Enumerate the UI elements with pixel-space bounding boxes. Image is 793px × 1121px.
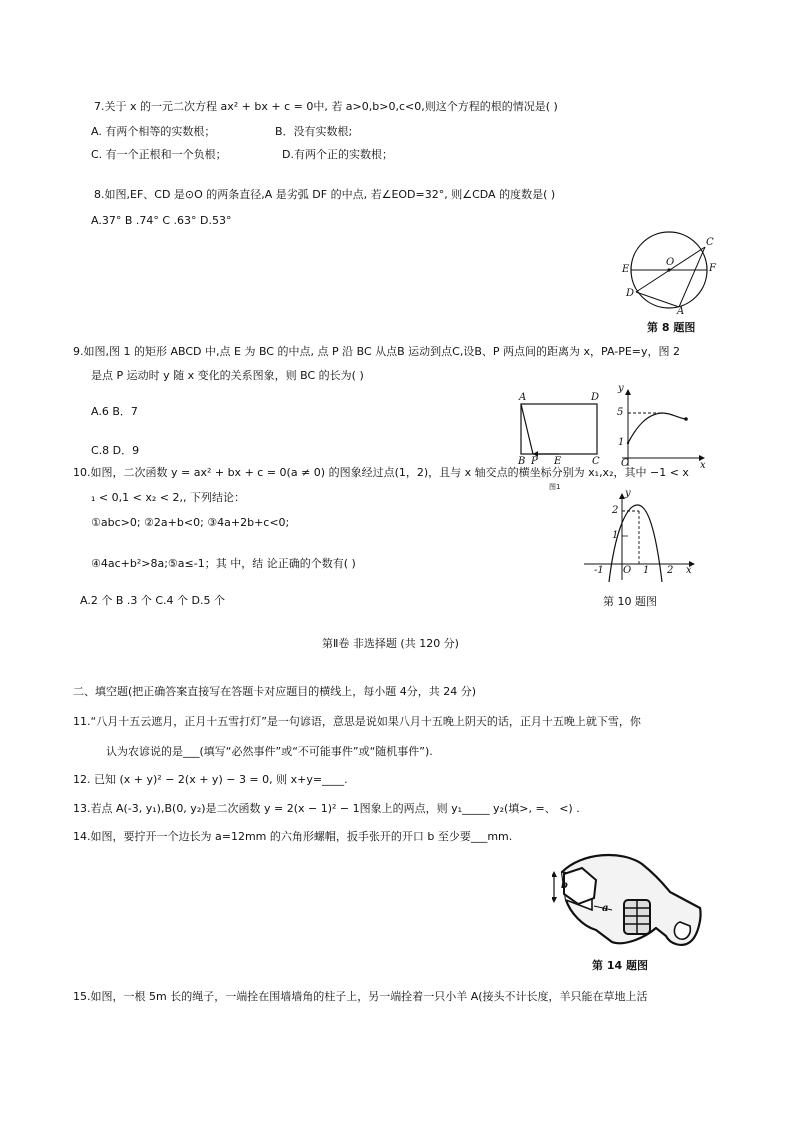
- q10-options: A.2 个 B .3 个 C.4 个 D.5 个: [80, 594, 225, 607]
- q7-option-c: C. 有一个正根和一个负根；: [91, 148, 227, 161]
- q7-option-b: B．没有实数根;: [275, 125, 353, 138]
- label-a: a: [602, 903, 609, 914]
- fig-label-m1: -1: [594, 565, 604, 576]
- fig-label-1: 1: [612, 530, 619, 541]
- fig-label-o: O: [623, 565, 632, 576]
- q8-options: A.37° B .74° C .63° D.53°: [91, 214, 232, 227]
- q9-options-ab: A.6 B．7: [91, 405, 138, 418]
- q14-figure: [552, 852, 702, 952]
- section-title: 第Ⅱ卷 非选择题 (共 120 分): [322, 637, 459, 650]
- q10-figure: [582, 488, 697, 582]
- q9-line1: 9.如图,图 1 的矩形 ABCD 中,点 E 为 BC 的中点, 点 P 沿 BC 从点B 运动到点C,设B、P 两点间的距离为 x，PA-PE=y，图 2: [73, 345, 681, 358]
- q8-stem: 8.如图,EF、CD 是⊙O 的两条直径,A 是劣弧 DF 的中点, 若∠EOD=32°, 则∠CDA 的度数是( ): [94, 188, 556, 201]
- label-e: E: [622, 264, 630, 275]
- fig1-label-c: C: [592, 456, 600, 467]
- q10-line1: 10.如图，二次函数 y = ax² + bx + c = 0(a ≠ 0) 的图象经过点(1，2)，且与 x 轴交点的横坐标分别为 x₁,x₂，其中 −1 < x: [73, 466, 689, 479]
- chord-da: [636, 292, 679, 307]
- segment-pa: [521, 404, 533, 454]
- fig2-label-1: 1: [618, 437, 625, 448]
- q10-line3: ①abc>0; ②2a+b<0; ③4a+2b+c<0;: [91, 516, 290, 529]
- fig-label-p1: 1: [643, 565, 650, 576]
- fig2-label-o: O: [621, 458, 630, 469]
- q10-line2: ₁ < 0,1 < x₂ < 2,, 下列结论：: [91, 491, 245, 504]
- q11-line2: 认为农谚说的是___(填写“必然事件”或“不可能事件”或“随机事件”).: [106, 745, 433, 758]
- q8-caption: 第 8 题图: [647, 321, 696, 334]
- fig1-label-e: E: [554, 456, 562, 467]
- q9-figure1: [514, 392, 609, 491]
- q13: 13.若点 A(-3, y₁),B(0, y₂)是二次函数 y = 2(x − 1)² − 1图象上的两点，则 y₁_____ y₂(填>, =、 <) .: [73, 802, 580, 815]
- q14-caption: 第 14 题图: [592, 959, 648, 972]
- fig-label-p2: 2: [667, 565, 674, 576]
- q10-caption: 第 10 题图: [603, 595, 657, 608]
- q9-options-cd: C.8 D．9: [91, 444, 140, 457]
- q15: 15.如图，一根 5m 长的绳子，一端拴在围墙墙角的柱子上，另一端拴着一只小羊 A(接头不计长度，羊只能在草地上活: [73, 990, 648, 1003]
- fig1-label-d: D: [591, 392, 600, 403]
- q8-figure: [620, 230, 720, 320]
- label-o: O: [666, 257, 675, 268]
- rectangle-abcd: [521, 404, 597, 454]
- label-d: D: [626, 288, 635, 299]
- q7-option-d: D.有两个正的实数根；: [282, 148, 393, 161]
- fig2-label-y: y: [618, 383, 624, 394]
- q11-line1: 11.“八月十五云遮月，正月十五雪打灯”是一句谚语，意思是说如果八月十五晚上阴天的话，正月十五晚上就下雪，你: [73, 715, 641, 728]
- section2-heading: 二、填空题(把正确答案直接写在答题卡对应题目的横线上，每小题 4分，共 24 分): [73, 685, 477, 698]
- curve: [628, 413, 686, 443]
- q12: 12. 已知 (x + y)² − 2(x + y) − 3 = 0, 则 x+y=____.: [73, 773, 348, 786]
- q9-line2: 是点 P 运动时 y 随 x 变化的关系图象，则 BC 的长为( ): [91, 369, 364, 382]
- fig1-caption: 图1: [549, 483, 561, 491]
- q14-stem: 14.如图，要拧开一个边长为 a=12mm 的六角形螺帽，扳手张开的开口 b 至少要___mm.: [73, 830, 513, 843]
- q10-line4: ④4ac+b²>8a;⑤a≤-1；其 中，结 论正确的个数有( ): [91, 557, 356, 570]
- fig1-label-a: A: [519, 392, 527, 403]
- fig1-label-p: P: [531, 456, 538, 467]
- fig1-label-b: B: [518, 456, 526, 467]
- fig-label-x: x: [686, 565, 692, 576]
- label-f: F: [709, 263, 716, 274]
- fig2-label-5: 5: [617, 407, 624, 418]
- fig-label-y: y: [625, 488, 631, 499]
- fig2-label-x: x: [700, 460, 706, 471]
- label-a: A: [677, 306, 685, 317]
- fig-label-2: 2: [612, 505, 619, 516]
- q9-figure2: [612, 383, 707, 471]
- q7-stem: 7.关于 x 的一元二次方程 ax² + bx + c = 0中, 若 a>0,b>0,c<0,则这个方程的根的情况是( ): [94, 100, 558, 113]
- q7-option-a: A. 有两个相等的实数根；: [91, 125, 216, 138]
- label-c: C: [706, 237, 714, 248]
- label-b: b: [561, 880, 568, 891]
